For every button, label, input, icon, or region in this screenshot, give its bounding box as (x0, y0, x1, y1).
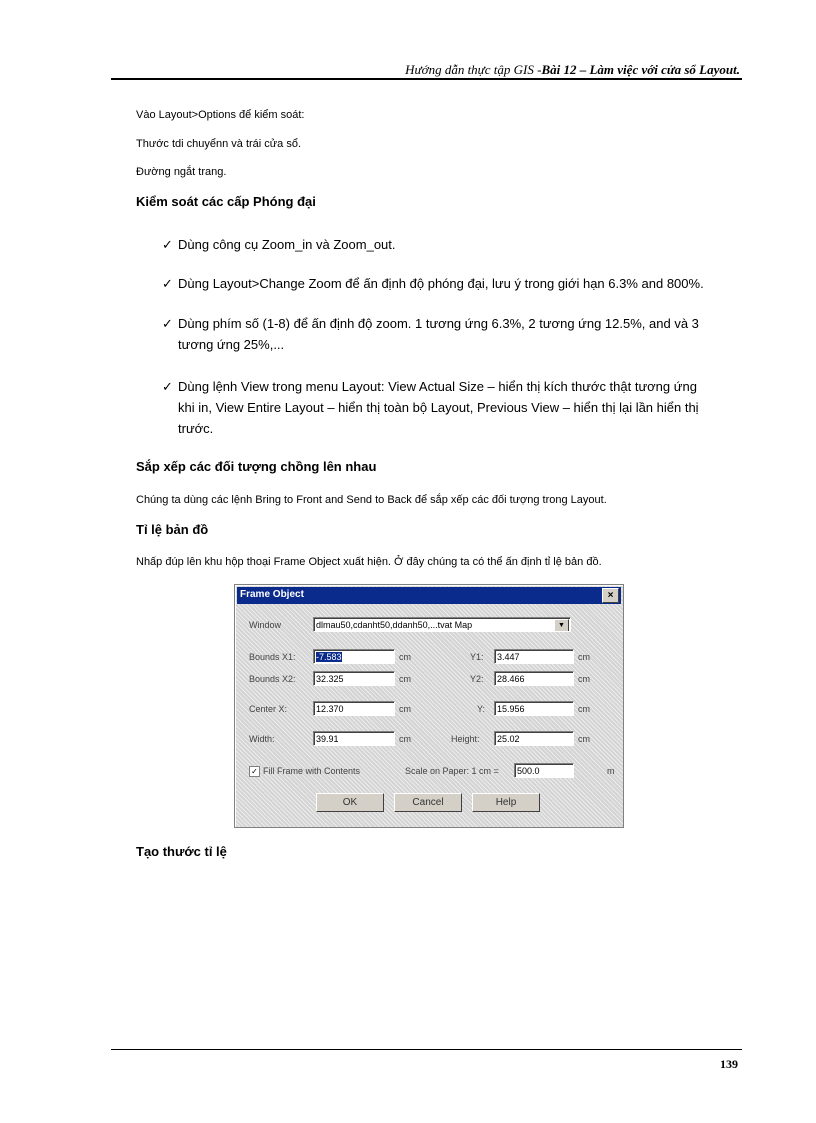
header-lesson-title: Bài 12 – Làm việc với cửa sổ Layout. (541, 62, 740, 77)
unit-label: cm (578, 652, 590, 662)
unit-label: cm (399, 704, 411, 714)
close-icon[interactable]: × (602, 588, 619, 603)
section-order-text: Chúng ta dùng các lệnh Bring to Front and Send to Back để sắp xếp các đối tượng trong Layout. (136, 494, 607, 506)
fill-frame-checkbox[interactable]: ✓ (249, 766, 260, 777)
window-select[interactable] (313, 617, 571, 632)
chevron-down-icon[interactable]: ▼ (554, 619, 569, 632)
bullet-text: tương ứng 25%,... (178, 337, 285, 352)
y1-input[interactable]: 3.447 (494, 649, 574, 664)
bullet-text: Dùng Layout>Change Zoom để ấn định độ phóng đại, lưu ý trong giới hạn 6.3% and 800%. (178, 276, 704, 291)
y2-input[interactable]: 28.466 (494, 671, 574, 686)
bullet-item (162, 313, 738, 355)
running-header (405, 62, 740, 78)
y2-label: Y2: (470, 674, 484, 684)
scale-label: Scale on Paper: 1 cm = (405, 766, 499, 776)
intro-line: Đường ngắt trang. (136, 166, 227, 178)
center-x-input[interactable]: 12.370 (313, 701, 395, 716)
y-input[interactable]: 15.956 (494, 701, 574, 716)
unit-label: cm (399, 674, 411, 684)
section-scale-text: Nhấp đúp lên khu hộp thoại Frame Object xuất hiện. Ở đây chúng ta có thể ấn định tỉ lệ bản đồ. (136, 556, 602, 568)
unit-label: cm (578, 704, 590, 714)
bullet-item (162, 273, 738, 294)
window-select-value: dlmau50,cdanht50,ddanh50,...tvat Map (316, 620, 473, 630)
intro-line: Thước tdi chuyểnn và trái cửa sổ. (136, 138, 302, 150)
bullet-text: khi in, View Entire Layout – hiển thị toàn bộ Layout, Previous View – hiển thị lại lần hiển thị (178, 400, 699, 415)
bullet-item (162, 234, 738, 255)
bounds-x2-label: Bounds X2: (249, 674, 296, 684)
footer-divider (111, 1049, 742, 1050)
height-label: Height: (451, 734, 480, 744)
bounds-x1-value: -7.583 (316, 652, 342, 662)
check-icon: ✓ (162, 316, 173, 331)
check-icon: ✓ (162, 276, 173, 291)
section-heading-zoom: Kiểm soát các cấp Phóng đại (136, 194, 316, 209)
width-label: Width: (249, 734, 275, 744)
scale-unit-label: m (607, 766, 615, 776)
center-x-label: Center X: (249, 704, 288, 714)
check-icon: ✓ (162, 237, 173, 252)
unit-label: cm (399, 734, 411, 744)
unit-label: cm (578, 734, 590, 744)
height-input[interactable]: 25.02 (494, 731, 574, 746)
dialog-title: Frame Object (240, 589, 304, 600)
window-label: Window (249, 620, 282, 630)
cancel-button[interactable]: Cancel (394, 793, 462, 812)
intro-line: Vào Layout>Options để kiểm soát: (136, 109, 305, 121)
bullet-text: Dùng phím số (1-8) để ấn định độ zoom. 1 tương ứng 6.3%, 2 tương ứng 12.5%, and và 3 (178, 316, 699, 331)
section-heading-scale: Tỉ lệ bản đồ (136, 522, 209, 537)
dialog-titlebar (237, 587, 621, 604)
y1-label: Y1: (470, 652, 484, 662)
bullet-item (162, 376, 738, 439)
bounds-x2-input[interactable]: 32.325 (313, 671, 395, 686)
bullet-text: Dùng công cụ Zoom_in và Zoom_out. (178, 237, 396, 252)
unit-label: cm (399, 652, 411, 662)
help-button[interactable]: Help (472, 793, 540, 812)
check-icon: ✓ (162, 379, 173, 394)
y-label: Y: (477, 704, 486, 714)
fill-frame-label: Fill Frame with Contents (263, 766, 361, 776)
scale-input[interactable]: 500.0 (514, 763, 574, 778)
bounds-x1-label: Bounds X1: (249, 652, 296, 662)
bullet-text: trước. (178, 421, 214, 436)
bounds-x1-input[interactable] (313, 649, 395, 664)
bullet-text: Dùng lệnh View trong menu Layout: View Actual Size – hiển thị kích thước thật tương ứng (178, 379, 697, 394)
section-heading-scalebar: Tạo thước tỉ lệ (136, 844, 227, 859)
unit-label: cm (578, 674, 590, 684)
header-divider (111, 78, 742, 80)
frame-object-dialog (234, 584, 624, 828)
width-input[interactable]: 39.91 (313, 731, 395, 746)
page-number: 139 (720, 1057, 738, 1071)
header-prefix: Hướng dẫn thực tập GIS - (405, 62, 542, 77)
section-heading-order: Sắp xếp các đối tượng chồng lên nhau (136, 459, 377, 474)
ok-button[interactable]: OK (316, 793, 384, 812)
